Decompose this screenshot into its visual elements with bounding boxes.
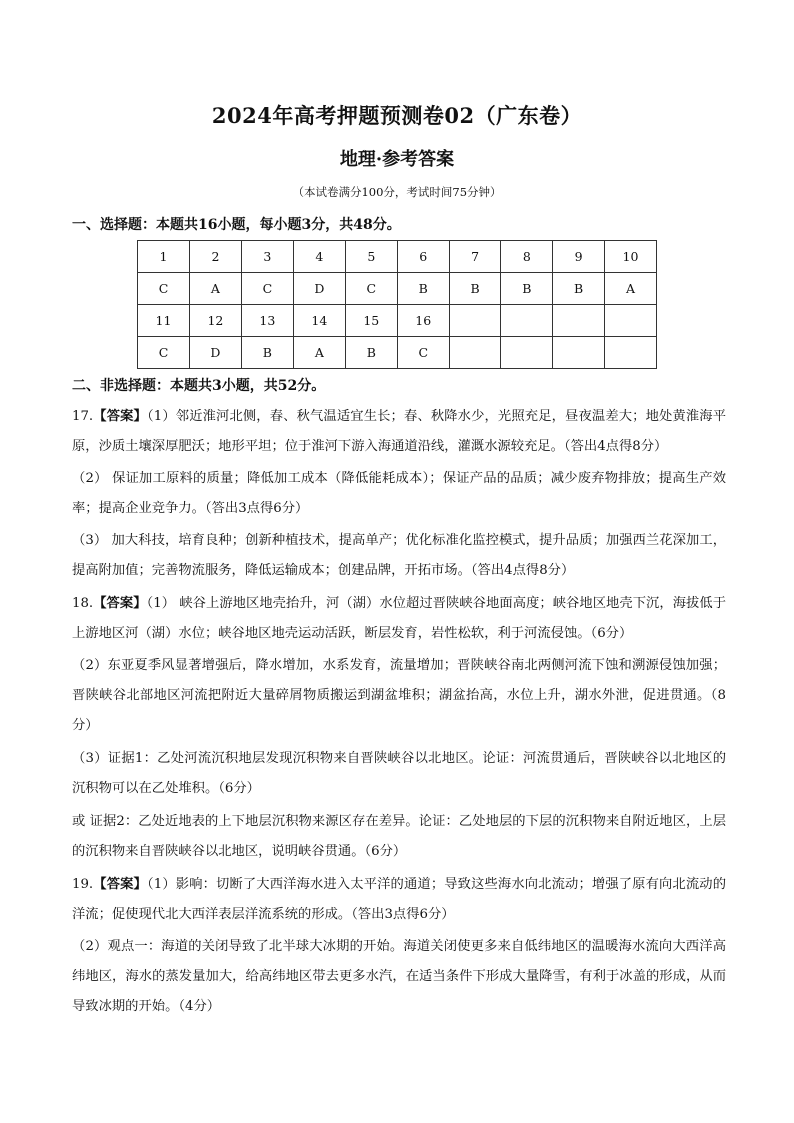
table-row — [138, 337, 657, 369]
section-1-heading: 一、选择题：本题共16小题，每小题3分，共48分。 — [72, 217, 401, 233]
q18-number: 18. — [72, 596, 94, 611]
table-row — [138, 305, 657, 337]
table-cell: C — [138, 337, 190, 369]
table-cell — [553, 337, 605, 369]
table-cell: 2 — [189, 241, 241, 273]
answer-tag: 【答案】 — [93, 596, 147, 611]
table-cell: 16 — [397, 305, 449, 337]
table-cell: 6 — [397, 241, 449, 273]
table-cell: A — [604, 273, 656, 305]
answer-tag: 【答案】 — [93, 877, 147, 892]
table-cell: 9 — [553, 241, 605, 273]
q18-part-2: （2）东亚夏季风显著增强后，降水增加，水系发育，流量增加；晋陕峡谷南北两侧河流下蚀和溯源侵蚀加强；晋陕峡谷北部地区河流把附近大量碎屑物质搬运到湖盆堆积；湖盆抬高，水位上升，湖水外泄，促进贯通。（8分） — [72, 658, 726, 733]
table-cell: C — [397, 337, 449, 369]
answer-table — [137, 240, 657, 369]
table-cell — [449, 337, 501, 369]
table-row — [138, 273, 657, 305]
table-cell: C — [241, 273, 293, 305]
table-cell — [501, 305, 553, 337]
q19-part-2: （2）观点一：海道的关闭导致了北半球大冰期的开始。海道关闭使更多来自低纬地区的温暖海水流向大西洋高纬地区，海水的蒸发量加大，给高纬地区带去更多水汽，在适当条件下形成大量降雪，有利于冰盖的形成，从而导致冰期的开始。（4分） — [72, 939, 726, 1014]
table-cell: B — [501, 273, 553, 305]
table-cell: C — [138, 273, 190, 305]
table-cell: C — [345, 273, 397, 305]
table-cell: D — [293, 273, 345, 305]
table-cell: A — [293, 337, 345, 369]
table-cell: 4 — [293, 241, 345, 273]
table-cell: 1 — [138, 241, 190, 273]
q18-part-3: （3）证据1：乙处河流沉积地层发现沉积物来自晋陕峡谷以北地区。论证：河流贯通后，晋陕峡谷以北地区的沉积物可以在乙处堆积。（6分） — [72, 751, 726, 796]
table-cell: B — [449, 273, 501, 305]
table-cell: 14 — [293, 305, 345, 337]
table-cell: 10 — [604, 241, 656, 273]
table-cell: A — [189, 273, 241, 305]
q18-part-1: （1） 峡谷上游地区地壳抬升，河（湖）水位超过晋陕峡谷地面高度；峡谷地区地壳下沉，海拔低于上游地区河（湖）水位；峡谷地区地壳运动活跃，断层发育，岩性松软，利于河流侵蚀。（6分） — [72, 596, 727, 641]
section-2-heading: 二、非选择题：本题共3小题，共52分。 — [72, 378, 326, 394]
table-cell: B — [397, 273, 449, 305]
table-row — [138, 241, 657, 273]
table-cell: 8 — [501, 241, 553, 273]
page-subtitle: 地理·参考答案 — [339, 149, 455, 170]
q17-answer-1 — [72, 402, 726, 462]
table-cell: 7 — [449, 241, 501, 273]
table-cell: B — [345, 337, 397, 369]
table-cell — [604, 337, 656, 369]
q19-number: 19. — [72, 877, 94, 892]
table-cell: B — [553, 273, 605, 305]
answer-tag: 【答案】 — [93, 409, 147, 424]
table-cell: B — [241, 337, 293, 369]
q17-part-2: （2） 保证加工原料的质量；降低加工成本（降低能耗成本）；保证产品的品质；减少废弃物排放；提高生产效率；提高企业竞争力。（答出3点得6分） — [72, 471, 726, 516]
q17-part-3: （3） 加大科技，培育良种；创新种植技术，提高单产；优化标准化监控模式，提升品质；加强西兰花深加工，提高附加值；完善物流服务，降低运输成本；创建品牌，开拓市场。（答出4点得8分） — [72, 533, 726, 578]
q17-part-1: （1）邻近淮河北侧，春、秋气温适宜生长；春、秋降水少，光照充足，昼夜温差大；地处黄淮海平原，沙质土壤深厚肥沃；地形平坦；位于淮河下游入海通道沿线，灌溉水源较充足。（答出4点得8分） — [72, 409, 727, 454]
table-cell: 12 — [189, 305, 241, 337]
table-cell: D — [189, 337, 241, 369]
q19-part-1: （1）影响：切断了大西洋海水进入太平洋的通道；导致这些海水向北流动；增强了原有向北流动的洋流；促使现代北大西洋表层洋流系统的形成。（答出3点得6分） — [72, 877, 727, 922]
table-cell — [553, 305, 605, 337]
table-cell: 15 — [345, 305, 397, 337]
q18-answer-1 — [72, 589, 726, 649]
table-cell: 3 — [241, 241, 293, 273]
table-cell: 11 — [138, 305, 190, 337]
q18-part-4: 或 证据2：乙处近地表的上下地层沉积物来源区存在差异。论证：乙处地层的下层的沉积物来自附近地区，上层的沉积物来自晋陕峡谷以北地区，说明峡谷贯通。（6分） — [72, 814, 726, 859]
page-title: 2024年高考押题预测卷02（广东卷） — [211, 103, 583, 128]
table-cell — [449, 305, 501, 337]
q17-number: 17. — [72, 409, 94, 424]
table-cell: 13 — [241, 305, 293, 337]
q19-answer-1 — [72, 870, 726, 930]
table-cell — [501, 337, 553, 369]
table-cell — [604, 305, 656, 337]
exam-note: （本试卷满分100分，考试时间75分钟） — [292, 185, 502, 199]
table-cell: 5 — [345, 241, 397, 273]
